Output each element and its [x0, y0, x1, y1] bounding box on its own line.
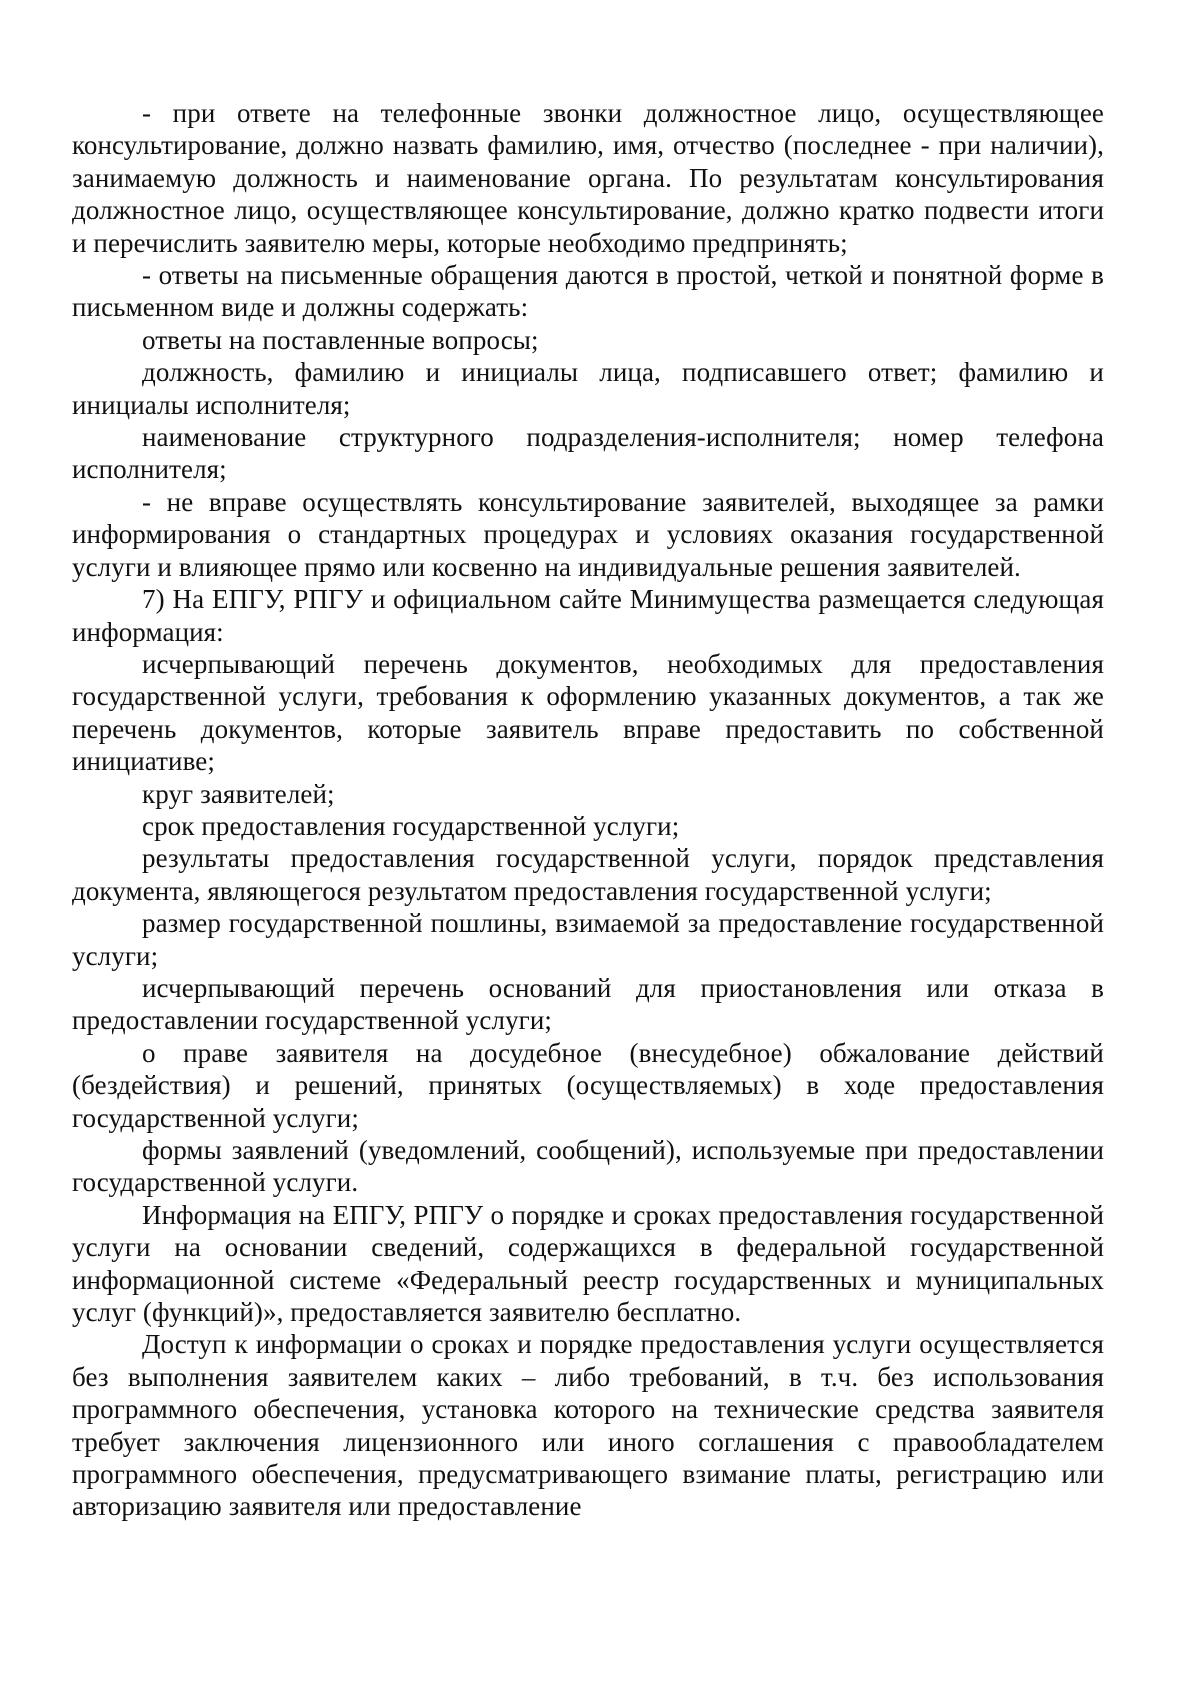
paragraph-access-conditions: Доступ к информации о сроках и порядке предоставления услуги осуществляется без выполнения заявителем каких – либо требований, в т.ч. без использования программного обеспечения, установка которого на технические средства заявителя требует заключения лицензионного или иного соглашения с правообладателем программного обеспечения, предусматривающего взимание платы, регистрацию или авторизацию заявителя или предоставление [72, 1329, 1104, 1522]
paragraph-applicants: круг заявителей; [142, 778, 335, 809]
paragraph-written-answers: - ответы на письменные обращения даются в простой, четкой и понятной форме в письменном виде и должны содержать: [72, 260, 1104, 323]
paragraph-answers-to-questions: ответы на поставленные вопросы; [142, 324, 539, 355]
paragraph-documents-list: исчерпывающий перечень документов, необходимых для предоставления государственной услуги, требования к оформлению указанных документов, а так же перечень документов, которые заявитель вправе предоставить по собственной инициативе; [72, 648, 1104, 777]
paragraph-department-phone: наименование структурного подразделения-исполнителя; номер телефона исполнителя; [72, 422, 1104, 485]
document-body [72, 97, 1104, 1523]
paragraph-item-7-intro: 7) На ЕПГУ, РПГУ и официальном сайте Минимущества размещается следующая информация: [72, 584, 1104, 647]
paragraph-application-forms: формы заявлений (уведомлений, сообщений), используемые при предоставлении государственной услуги. [72, 1135, 1104, 1198]
paragraph-free-information: Информация на ЕПГУ, РПГУ о порядке и сроках предоставления государственной услуги на основании сведений, содержащихся в федеральной государственной информационной системе «Федеральный реестр государственных и муниципальных услуг (функций)», предоставляется заявителю бесплатно. [72, 1199, 1104, 1328]
paragraph-service-results: результаты предоставления государственной услуги, порядок представления документа, являющегося результатом предоставления государственной услуги; [72, 843, 1104, 906]
paragraph-signer-details: должность, фамилию и инициалы лица, подписавшего ответ; фамилию и инициалы исполнителя; [72, 357, 1104, 420]
paragraph-refusal-grounds: исчерпывающий перечень оснований для приостановления или отказа в предоставлении государственной услуги; [72, 972, 1104, 1036]
paragraph-phone-consultation: - при ответе на телефонные звонки должностное лицо, осуществляющее консультирование, должно назвать фамилию, имя, отчество (последнее - при наличии), занимаемую должность и наименование органа. По результатам консультирования должностное лицо, осуществляющее консультирование, должно кратко подвести итоги и перечислить заявителю меры, которые необходимо предпринять; [72, 98, 1104, 258]
paragraph-state-fee: размер государственной пошлины, взимаемой за предоставление государственной услуги; [72, 908, 1104, 971]
paragraph-service-term: срок предоставления государственной услуги; [142, 810, 680, 841]
paragraph-consultation-limits: - не вправе осуществлять консультирование заявителей, выходящее за рамки информирования о стандартных процедурах и условиях оказания государственной услуги и влияющее прямо или косвенно на индивидуальные решения заявителей. [72, 486, 1104, 582]
paragraph-appeal-right: о праве заявителя на досудебное (внесудебное) обжалование действий (бездействия) и решений, принятых (осуществляемых) в ходе предоставления государственной услуги; [72, 1037, 1104, 1133]
